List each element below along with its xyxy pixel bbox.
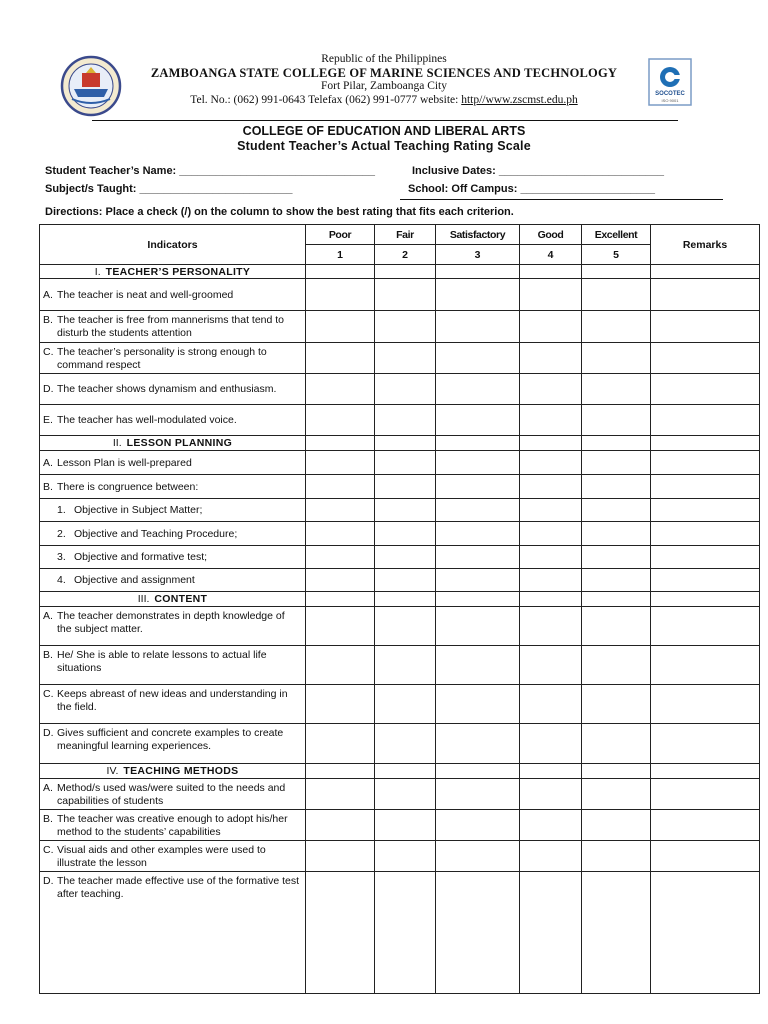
rating-cell-poor[interactable] [306, 451, 375, 475]
rating-cell-fair[interactable] [375, 405, 436, 436]
indicator-text: Objective and Teaching Procedure; [74, 528, 238, 540]
section-blank-cell [651, 265, 760, 279]
rating-cell-fair[interactable] [375, 607, 436, 646]
rating-cell-excellent[interactable] [582, 311, 651, 343]
indicator-text: Objective in Subject Matter; [74, 504, 203, 516]
indicator-row [40, 646, 760, 685]
indicator-row [40, 451, 760, 475]
rating-cell-satisfactory[interactable] [436, 810, 520, 841]
rating-cell-fair[interactable] [375, 499, 436, 522]
indicator-row [40, 405, 760, 436]
indicator-cell [40, 522, 306, 546]
section-blank-cell [375, 592, 436, 607]
rating-cell-satisfactory[interactable] [436, 569, 520, 592]
scale-label-poor: Poor [306, 225, 375, 245]
indicator-cell [40, 646, 306, 685]
rating-cell-excellent[interactable] [582, 872, 651, 994]
contact-line [0, 94, 768, 106]
remarks-cell[interactable] [651, 779, 760, 810]
section-blank-cell [520, 764, 582, 779]
section-blank-cell [436, 592, 520, 607]
remarks-cell[interactable] [651, 546, 760, 569]
rating-cell-excellent[interactable] [582, 779, 651, 810]
indicator-cell [40, 607, 306, 646]
section-row [40, 436, 760, 451]
section-blank-cell [436, 436, 520, 451]
rating-cell-poor[interactable] [306, 569, 375, 592]
section-row [40, 592, 760, 607]
rating-cell-good[interactable] [520, 810, 582, 841]
indicator-cell [40, 546, 306, 569]
indicator-marker: C. [43, 346, 54, 358]
rating-cell-good[interactable] [520, 872, 582, 994]
indicator-cell [40, 841, 306, 872]
rating-cell-excellent[interactable] [582, 451, 651, 475]
remarks-cell[interactable] [651, 522, 760, 546]
rating-cell-good[interactable] [520, 779, 582, 810]
section-number: II. [112, 437, 122, 449]
rating-cell-fair[interactable] [375, 685, 436, 724]
republic-line: Republic of the Philippines [321, 53, 447, 65]
rating-cell-excellent[interactable] [582, 810, 651, 841]
rating-cell-fair[interactable] [375, 343, 436, 374]
rating-cell-fair[interactable] [375, 311, 436, 343]
indicator-cell [40, 499, 306, 522]
indicator-marker: D. [43, 727, 54, 739]
section-blank-cell [375, 436, 436, 451]
indicator-text: The teacher has well-modulated voice. [57, 414, 237, 426]
indicator-row [40, 569, 760, 592]
rating-cell-satisfactory[interactable] [436, 779, 520, 810]
section-blank-cell [306, 436, 375, 451]
remarks-cell[interactable] [651, 810, 760, 841]
rating-cell-poor[interactable] [306, 499, 375, 522]
rating-cell-satisfactory[interactable] [436, 451, 520, 475]
section-blank-cell [306, 592, 375, 607]
remarks-cell[interactable] [651, 607, 760, 646]
section-heading [40, 265, 306, 279]
indicator-marker: B. [43, 813, 53, 825]
rating-cell-good[interactable] [520, 343, 582, 374]
section-blank-cell [306, 764, 375, 779]
indicator-text: Keeps abreast of new ideas and understanding in the field. [57, 688, 288, 713]
rating-cell-fair[interactable] [375, 279, 436, 311]
section-blank-cell [520, 265, 582, 279]
rating-cell-poor[interactable] [306, 872, 375, 994]
rating-cell-poor[interactable] [306, 374, 375, 405]
indicator-text: The teacher shows dynamism and enthusiasm. [57, 383, 277, 395]
section-blank-cell [436, 764, 520, 779]
section-blank-cell [436, 265, 520, 279]
remarks-cell[interactable] [651, 724, 760, 764]
indicator-row [40, 311, 760, 343]
rating-cell-satisfactory[interactable] [436, 522, 520, 546]
rating-cell-poor[interactable] [306, 646, 375, 685]
remarks-cell[interactable] [651, 646, 760, 685]
indicator-row [40, 343, 760, 374]
indicator-cell [40, 279, 306, 311]
indicator-text: The teacher’s personality is strong enough to command respect [57, 346, 267, 371]
indicator-row [40, 522, 760, 546]
rating-cell-fair[interactable] [375, 374, 436, 405]
rating-cell-fair[interactable] [375, 841, 436, 872]
rating-cell-satisfactory[interactable] [436, 475, 520, 499]
section-row [40, 764, 760, 779]
indicator-row [40, 872, 760, 994]
indicator-row [40, 841, 760, 872]
remarks-cell[interactable] [651, 374, 760, 405]
remarks-cell[interactable] [651, 872, 760, 994]
rating-cell-excellent[interactable] [582, 405, 651, 436]
rating-cell-poor[interactable] [306, 841, 375, 872]
indicator-text: There is congruence between: [57, 481, 199, 493]
section-blank-cell [520, 436, 582, 451]
indicator-marker: 1. [57, 504, 66, 516]
indicator-marker: B. [43, 481, 53, 493]
remarks-cell[interactable] [651, 841, 760, 872]
school-address: Fort Pilar, Zamboanga City [320, 80, 448, 92]
section-blank-cell [582, 436, 651, 451]
rating-cell-good[interactable] [520, 646, 582, 685]
rating-cell-fair[interactable] [375, 646, 436, 685]
rating-cell-fair[interactable] [375, 451, 436, 475]
remarks-cell[interactable] [651, 279, 760, 311]
rating-cell-satisfactory[interactable] [436, 546, 520, 569]
rating-cell-good[interactable] [520, 311, 582, 343]
remarks-cell[interactable] [651, 405, 760, 436]
rating-cell-excellent[interactable] [582, 343, 651, 374]
indicator-marker: 2. [57, 528, 66, 540]
school-field[interactable]: School: Off Campus: ______________________ [408, 183, 656, 195]
section-blank-cell [582, 592, 651, 607]
indicator-marker: 3. [57, 551, 66, 563]
indicator-text: The teacher demonstrates in depth knowledge of the subject matter. [57, 610, 285, 635]
rating-cell-poor[interactable] [306, 685, 375, 724]
section-blank-cell [651, 436, 760, 451]
rating-cell-poor[interactable] [306, 810, 375, 841]
remarks-header: Remarks [651, 225, 760, 265]
indicator-cell [40, 872, 306, 994]
rating-cell-excellent[interactable] [582, 646, 651, 685]
rating-cell-good[interactable] [520, 279, 582, 311]
indicator-marker: D. [43, 875, 54, 887]
indicator-row [40, 374, 760, 405]
section-row [40, 265, 760, 279]
rating-cell-poor[interactable] [306, 343, 375, 374]
section-title: TEACHER’S PERSONALITY [105, 265, 251, 278]
indicators-header: Indicators [40, 225, 306, 265]
section-title: TEACHING METHODS [123, 765, 239, 777]
indicator-row [40, 279, 760, 311]
remarks-cell[interactable] [651, 475, 760, 499]
svg-text:ISO 9001: ISO 9001 [661, 98, 679, 103]
rating-cell-excellent[interactable] [582, 475, 651, 499]
rating-cell-good[interactable] [520, 841, 582, 872]
rating-cell-poor[interactable] [306, 607, 375, 646]
indicator-marker: C. [43, 688, 54, 700]
rating-cell-good[interactable] [520, 451, 582, 475]
rating-cell-poor[interactable] [306, 279, 375, 311]
section-heading [40, 436, 306, 451]
rating-cell-poor[interactable] [306, 546, 375, 569]
rating-cell-poor[interactable] [306, 522, 375, 546]
indicator-text: Objective and formative test; [74, 551, 208, 563]
rating-cell-poor[interactable] [306, 475, 375, 499]
rating-cell-satisfactory[interactable] [436, 724, 520, 764]
section-blank-cell [582, 764, 651, 779]
indicator-text: Objective and assignment [74, 574, 195, 586]
indicator-marker: A. [43, 457, 53, 469]
rating-cell-satisfactory[interactable] [436, 279, 520, 311]
section-heading [40, 592, 306, 607]
indicator-text: The teacher is free from mannerisms that tend to disturb the students attention [57, 314, 285, 339]
rating-cell-poor[interactable] [306, 724, 375, 764]
rating-cell-poor[interactable] [306, 405, 375, 436]
rating-cell-excellent[interactable] [582, 569, 651, 592]
indicator-text: He/ She is able to relate lessons to actual life situations [57, 649, 267, 674]
indicator-cell [40, 685, 306, 724]
indicator-cell [40, 810, 306, 841]
remarks-cell[interactable] [651, 311, 760, 343]
rating-cell-fair[interactable] [375, 779, 436, 810]
rating-cell-fair[interactable] [375, 546, 436, 569]
indicator-row [40, 779, 760, 810]
rating-cell-fair[interactable] [375, 475, 436, 499]
indicator-row [40, 546, 760, 569]
rating-cell-poor[interactable] [306, 779, 375, 810]
indicator-text: Visual aids and other examples were used to illustrate the lesson [57, 844, 266, 869]
section-heading [40, 764, 306, 779]
rating-cell-satisfactory[interactable] [436, 841, 520, 872]
indicator-row [40, 499, 760, 522]
rating-cell-satisfactory[interactable] [436, 607, 520, 646]
scale-number-1: 1 [306, 245, 375, 265]
indicator-cell [40, 405, 306, 436]
directions-text: Directions: Place a check (/) on the column to show the best rating that fits each criterion. [45, 206, 514, 218]
indicator-cell [40, 451, 306, 475]
remarks-cell[interactable] [651, 343, 760, 374]
contact-numbers: Tel. No.: (062) 991-0643 Telefax (062) 991-0777 website: [190, 94, 462, 106]
indicator-row [40, 810, 760, 841]
svg-text:SOCOTEC: SOCOTEC [655, 91, 685, 97]
student-name-field[interactable]: Student Teacher’s Name: ________________________________ [45, 165, 376, 177]
rating-cell-excellent[interactable] [582, 685, 651, 724]
section-blank-cell [651, 764, 760, 779]
rating-cell-fair[interactable] [375, 872, 436, 994]
rating-cell-good[interactable] [520, 685, 582, 724]
info-underline [400, 199, 723, 200]
website-link[interactable]: http//www.zscmst.edu.ph [461, 94, 578, 106]
scale-number-4: 4 [520, 245, 582, 265]
rating-cell-poor[interactable] [306, 311, 375, 343]
header-divider [92, 120, 678, 121]
remarks-cell[interactable] [651, 451, 760, 475]
rating-cell-excellent[interactable] [582, 522, 651, 546]
rating-cell-satisfactory[interactable] [436, 374, 520, 405]
college-name: COLLEGE OF EDUCATION AND LIBERAL ARTS [242, 124, 526, 138]
rating-cell-satisfactory[interactable] [436, 872, 520, 994]
section-blank-cell [306, 265, 375, 279]
section-blank-cell [375, 265, 436, 279]
indicator-row [40, 475, 760, 499]
rating-cell-excellent[interactable] [582, 279, 651, 311]
section-blank-cell [520, 592, 582, 607]
rating-cell-good[interactable] [520, 569, 582, 592]
rating-cell-good[interactable] [520, 405, 582, 436]
rating-cell-good[interactable] [520, 475, 582, 499]
indicator-marker: C. [43, 844, 54, 856]
rating-cell-excellent[interactable] [582, 499, 651, 522]
subject-taught-field[interactable]: Subject/s Taught: _________________________ [45, 183, 293, 195]
indicator-marker: D. [43, 383, 54, 395]
indicator-text: Gives sufficient and concrete examples to create meaningful learning experiences. [57, 727, 284, 752]
rating-cell-good[interactable] [520, 724, 582, 764]
indicator-marker: 4. [57, 574, 66, 586]
indicator-cell [40, 374, 306, 405]
remarks-cell[interactable] [651, 685, 760, 724]
section-title: CONTENT [154, 593, 208, 605]
rating-cell-good[interactable] [520, 522, 582, 546]
scale-label-satisfactory: Satisfactory [436, 225, 520, 245]
indicator-cell [40, 724, 306, 764]
rating-cell-satisfactory[interactable] [436, 343, 520, 374]
rating-cell-satisfactory[interactable] [436, 646, 520, 685]
indicator-marker: B. [43, 649, 53, 661]
indicator-text: The teacher made effective use of the formative test after teaching. [57, 875, 300, 900]
indicator-row [40, 724, 760, 764]
indicator-text: Lesson Plan is well-prepared [57, 457, 192, 469]
form-title: Student Teacher’s Actual Teaching Rating Scale [237, 139, 531, 153]
indicator-cell [40, 343, 306, 374]
rating-cell-good[interactable] [520, 546, 582, 569]
indicator-marker: A. [43, 610, 53, 622]
rating-cell-good[interactable] [520, 499, 582, 522]
remarks-cell[interactable] [651, 499, 760, 522]
rating-cell-excellent[interactable] [582, 607, 651, 646]
indicator-cell [40, 569, 306, 592]
section-title: LESSON PLANNING [126, 437, 233, 449]
indicator-cell [40, 475, 306, 499]
indicator-text: The teacher was creative enough to adopt his/her method to the students’ capabilities [57, 813, 288, 838]
rating-cell-excellent[interactable] [582, 374, 651, 405]
rating-cell-satisfactory[interactable] [436, 499, 520, 522]
inclusive-dates-field[interactable]: Inclusive Dates: ___________________________ [412, 165, 664, 177]
section-blank-cell [375, 764, 436, 779]
indicator-text: Method/s used was/were suited to the needs and capabilities of students [57, 782, 286, 807]
scale-number-3: 3 [436, 245, 520, 265]
rating-cell-fair[interactable] [375, 724, 436, 764]
section-blank-cell [651, 592, 760, 607]
rating-cell-fair[interactable] [375, 569, 436, 592]
scale-label-fair: Fair [375, 225, 436, 245]
rating-cell-satisfactory[interactable] [436, 311, 520, 343]
remarks-cell[interactable] [651, 569, 760, 592]
section-number: III. [137, 593, 150, 605]
scale-label-excellent: Excellent [582, 225, 651, 245]
rating-cell-good[interactable] [520, 607, 582, 646]
rating-cell-satisfactory[interactable] [436, 685, 520, 724]
scale-label-good: Good [520, 225, 582, 245]
rating-cell-excellent[interactable] [582, 546, 651, 569]
section-blank-cell [582, 265, 651, 279]
indicator-cell [40, 779, 306, 810]
section-number: I. [94, 265, 101, 278]
indicator-row [40, 685, 760, 724]
indicator-text: The teacher is neat and well-groomed [57, 289, 234, 301]
rating-table [39, 224, 760, 994]
indicator-marker: B. [43, 314, 53, 326]
rating-cell-good[interactable] [520, 374, 582, 405]
indicator-marker: E. [43, 414, 53, 426]
school-name: ZAMBOANGA STATE COLLEGE OF MARINE SCIENCES AND TECHNOLOGY [150, 66, 618, 80]
rating-cell-excellent[interactable] [582, 841, 651, 872]
indicator-marker: A. [43, 289, 53, 301]
rating-cell-satisfactory[interactable] [436, 405, 520, 436]
indicator-marker: A. [43, 782, 53, 794]
rating-cell-fair[interactable] [375, 522, 436, 546]
rating-cell-fair[interactable] [375, 810, 436, 841]
scale-number-5: 5 [582, 245, 651, 265]
rating-cell-excellent[interactable] [582, 724, 651, 764]
section-number: IV. [106, 765, 119, 777]
indicator-row [40, 607, 760, 646]
scale-number-2: 2 [375, 245, 436, 265]
indicator-cell [40, 311, 306, 343]
